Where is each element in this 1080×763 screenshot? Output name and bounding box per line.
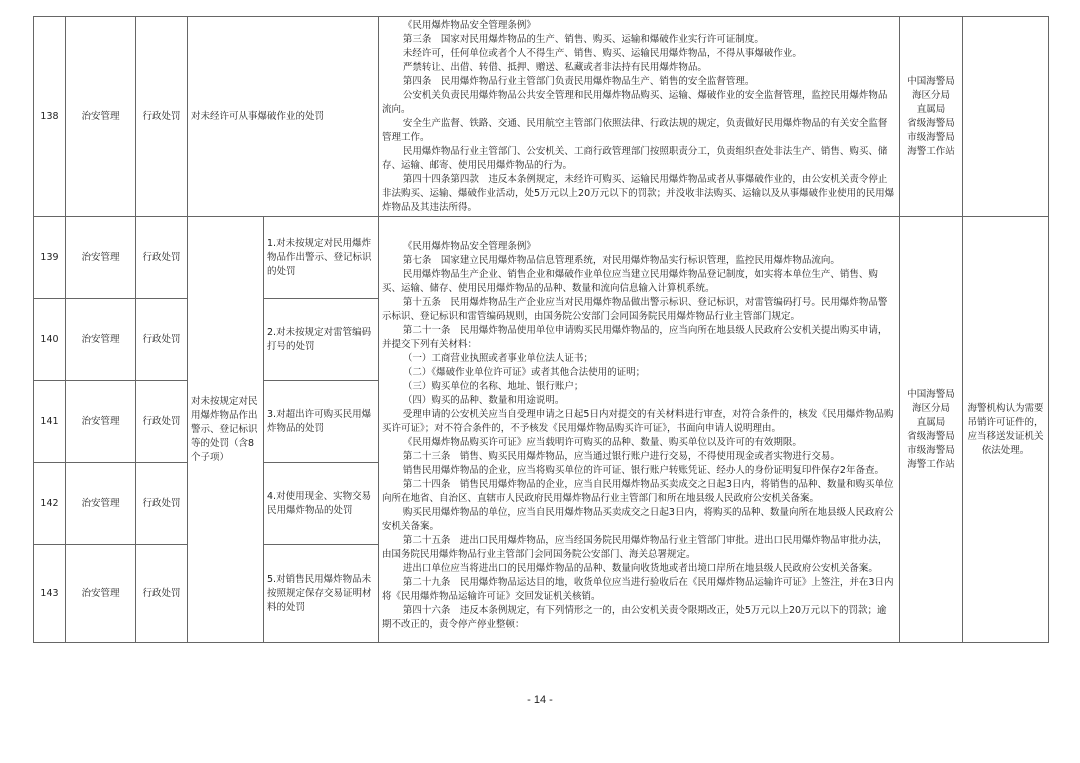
law-basis-cell (379, 17, 900, 217)
law-title: 《民用爆炸物品安全管理条例》 (402, 19, 536, 31)
type-cell: 行政处罚 (136, 463, 188, 545)
responsible-dept-cell (900, 17, 963, 217)
remark-cell: 海警机构认为需要吊销许可证件的，应当移送发证机关依法处理。 (963, 217, 1049, 643)
dept-line: 海警工作站 (907, 458, 955, 470)
law-paragraph: 购买民用爆炸物品的单位，应当自民用爆炸物品买卖成交之日起3日内，将购买的品种、数量向所在地县级人民政府公安机关备案。 (382, 506, 894, 532)
dept-line: 省级海警局 (907, 117, 955, 129)
law-paragraph: 第四十六条 违反本条例规定，有下列情形之一的，由公安机关责令限期改正，处5万元以上20万元以下的罚款；逾期不改正的，责令停产停业整顿： (382, 604, 887, 630)
law-basis-cell (379, 217, 900, 643)
law-paragraph: 第四条 民用爆炸物品行业主管部门负责民用爆炸物品生产、销售的安全监督管理。 (402, 75, 755, 87)
category-cell: 治安管理 (66, 381, 136, 463)
dept-line: 海区分局 (912, 402, 951, 414)
law-paragraph: （三）购买单位的名称、地址、银行账户； (402, 380, 584, 392)
type-cell: 行政处罚 (136, 217, 188, 299)
enforcement-table (33, 16, 1049, 643)
sub-item-cell: 4.对使用现金、实物交易民用爆炸物品的处罚 (264, 463, 379, 545)
law-paragraph: 销售民用爆炸物品的企业，应当将购买单位的许可证、银行账户转账凭证、经办人的身份证明复印件保存2年备查。 (402, 464, 884, 476)
row-number: 141 (34, 381, 66, 463)
dept-line: 市级海警局 (907, 131, 955, 143)
type-cell: 行政处罚 (136, 381, 188, 463)
dept-line: 中国海警局 (907, 75, 955, 87)
category-cell: 治安管理 (66, 545, 136, 643)
category-cell: 治安管理 (66, 299, 136, 381)
law-paragraph: 民用爆炸物品生产企业、销售企业和爆破作业单位应当建立民用爆炸物品登记制度，如实将本单位生产、销售、购买、运输、储存、使用民用爆炸物品的品种、数量和流向信息输入计算机系统。 (382, 268, 878, 294)
dept-line: 海警工作站 (907, 145, 955, 157)
dept-line: 省级海警局 (907, 430, 955, 442)
responsible-dept-cell (900, 217, 963, 643)
law-paragraph: （二）《爆破作业单位许可证》或者其他合法使用的证明； (402, 366, 646, 378)
remark-cell (963, 17, 1049, 217)
category-cell: 治安管理 (66, 17, 136, 217)
category-cell: 治安管理 (66, 217, 136, 299)
law-title: 《民用爆炸物品安全管理条例》 (402, 240, 536, 252)
category-cell: 治安管理 (66, 463, 136, 545)
page-number: - 14 - (527, 694, 553, 706)
row-number: 142 (34, 463, 66, 545)
law-paragraph: 第二十一条 民用爆炸物品使用单位申请购买民用爆炸物品的，应当向所在地县级人民政府公安机关提出购买申请，并提交下列有关材料： (382, 324, 888, 350)
table-row (34, 217, 1049, 299)
item-cell: 对未经许可从事爆破作业的处罚 (188, 17, 379, 217)
law-paragraph: 安全生产监督、铁路、交通、民用航空主管部门依照法律、行政法规的规定，负责做好民用爆炸物品的有关安全监督管理工作。 (382, 117, 888, 143)
row-number: 138 (34, 17, 66, 217)
law-paragraph: 第二十三条 销售、购买民用爆炸物品，应当通过银行账户进行交易，不得使用现金或者实物进行交易。 (402, 450, 840, 462)
sub-item-cell: 2.对未按规定对雷管编码打号的处罚 (264, 299, 379, 381)
sub-item-cell: 1.对未按规定对民用爆炸物品作出警示、登记标识的处罚 (264, 217, 379, 299)
dept-line: 直属局 (916, 103, 946, 115)
law-paragraph: 受理申请的公安机关应当自受理申请之日起5日内对提交的有关材料进行审查，对符合条件的，核发《民用爆炸物品购买许可证》；对不符合条件的，不予核发《民用爆炸物品购买许可证》，书面向申请人说明理由。 (382, 408, 894, 434)
law-paragraph: 第十五条 民用爆炸物品生产企业应当对民用爆炸物品做出警示标识、登记标识，对雷管编码打号。民用爆炸物品警示标识、登记标识和雷管编码规则，由国务院公安部门会同国务院民用爆炸物品行业主管部门规定。 (382, 296, 888, 322)
law-paragraph: 第二十四条 销售民用爆炸物品的企业，应当自民用爆炸物品买卖成交之日起3日内，将销售的品种、数量和购买单位向所在地省、自治区、直辖市人民政府民用爆炸物品行业主管部门和所在地县级人民政府公安机关备案。 (382, 478, 894, 504)
law-paragraph: 严禁转让、出借、转借、抵押、赠送、私藏或者非法持有民用爆炸物品。 (402, 61, 707, 73)
law-paragraph: 公安机关负责民用爆炸物品公共安全管理和民用爆炸物品购买、运输、爆破作业的安全监督管理，监控民用爆炸物品流向。 (382, 89, 888, 115)
law-paragraph: 《民用爆炸物品购买许可证》应当载明许可购买的品种、数量、购买单位以及许可的有效期限。 (402, 436, 802, 448)
law-paragraph: （一）工商营业执照或者事业单位法人证书； (402, 352, 593, 364)
law-paragraph: 未经许可，任何单位或者个人不得生产、销售、购买、运输民用爆炸物品，不得从事爆破作业。 (402, 47, 802, 59)
table-row (34, 17, 1049, 217)
law-paragraph: 第四十四条第四款 违反本条例规定，未经许可购买、运输民用爆炸物品或者从事爆破作业的，由公安机关责令停止非法购买、运输、爆破作业活动，处5万元以上20万元以下的罚款；并没收非法购买、运输以及从事爆破作业使用的民用爆炸物品及其违法所得。 (382, 173, 895, 213)
law-paragraph: 第二十九条 民用爆炸物品运达目的地，收货单位应当进行验收后在《民用爆炸物品运输许可证》上签注，并在3日内将《民用爆炸物品运输许可证》交回发证机关核销。 (382, 576, 894, 602)
type-cell: 行政处罚 (136, 299, 188, 381)
law-paragraph: 第三条 国家对民用爆炸物品的生产、销售、购买、运输和爆破作业实行许可证制度。 (402, 33, 764, 45)
dept-line: 中国海警局 (907, 388, 955, 400)
law-paragraph: 进出口单位应当将进出口的民用爆炸物品的品种、数量向收货地或者出境口岸所在地县级人民政府公安机关备案。 (402, 562, 878, 574)
dept-line: 市级海警局 (907, 444, 955, 456)
law-paragraph: 第二十五条 进出口民用爆炸物品，应当经国务院民用爆炸物品行业主管部门审批。进出口民用爆炸物品审批办法，由国务院民用爆炸物品行业主管部门会同国务院公安部门、海关总署规定。 (382, 534, 888, 560)
row-number: 140 (34, 299, 66, 381)
group-item-cell: 对未按规定对民用爆炸物品作出警示、登记标识等的处罚（含8个子项） (188, 217, 264, 643)
row-number: 143 (34, 545, 66, 643)
law-paragraph: （四）购买的品种、数量和用途说明。 (402, 394, 565, 406)
sub-item-cell: 3.对超出许可购买民用爆炸物品的处罚 (264, 381, 379, 463)
sub-item-cell: 5.对销售民用爆炸物品未按照规定保存交易证明材料的处罚 (264, 545, 379, 643)
dept-line: 直属局 (916, 416, 946, 428)
law-paragraph: 第七条 国家建立民用爆炸物品信息管理系统，对民用爆炸物品实行标识管理，监控民用爆炸物品流向。 (402, 254, 840, 266)
type-cell: 行政处罚 (136, 17, 188, 217)
dept-line: 海区分局 (912, 89, 951, 101)
law-paragraph: 民用爆炸物品行业主管部门、公安机关、工商行政管理部门按照职责分工，负责组织查处非法生产、销售、购买、储存、运输、邮寄、使用民用爆炸物品的行为。 (382, 145, 888, 171)
type-cell: 行政处罚 (136, 545, 188, 643)
row-number: 139 (34, 217, 66, 299)
